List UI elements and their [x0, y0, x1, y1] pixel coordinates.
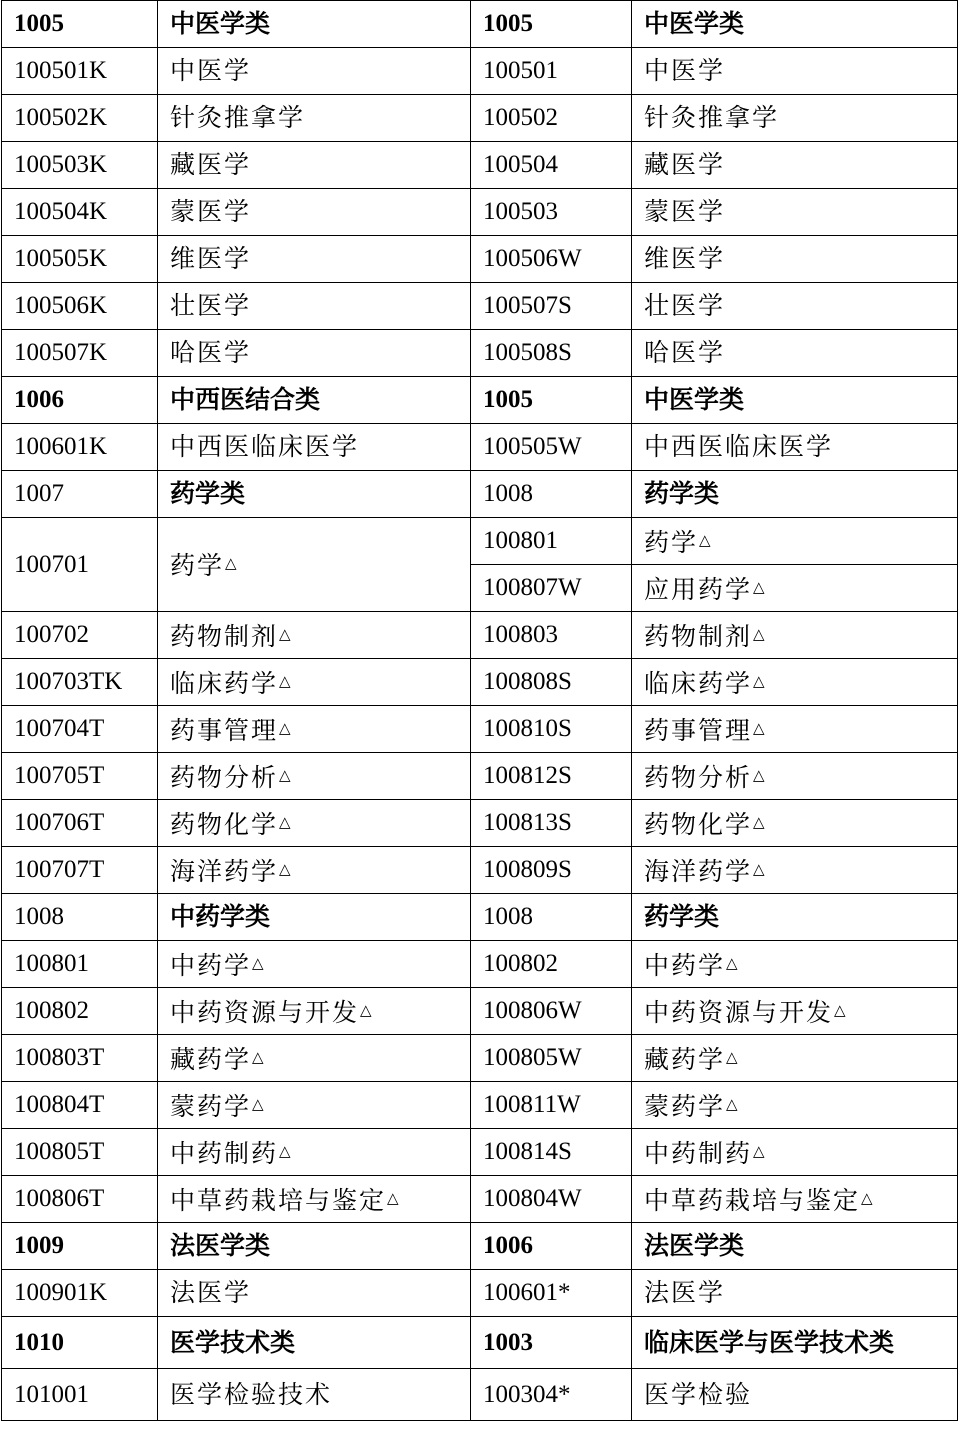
major-code-cell [2, 1129, 158, 1176]
table-row [2, 659, 958, 706]
major-name-cell [632, 941, 958, 988]
major-code: 1008 [14, 903, 64, 930]
triangle-mark: △ [279, 859, 291, 878]
major-code-cell [471, 612, 632, 659]
major-name: 中西医结合类 [170, 385, 321, 414]
major-code-cell [2, 988, 158, 1035]
major-code-cell [2, 800, 158, 847]
major-name: 中医学 [644, 56, 726, 85]
major-code: 100502K [14, 104, 108, 131]
major-name: 中药资源与开发 [170, 997, 360, 1027]
major-code-cell [2, 1223, 158, 1270]
major-name: 中西医临床医学 [170, 432, 360, 461]
major-code-cell [2, 424, 158, 471]
triangle-mark: △ [726, 953, 738, 972]
major-code: 100702 [14, 621, 89, 648]
major-name-cell [632, 1223, 958, 1270]
triangle-mark: △ [753, 671, 765, 690]
major-name: 中药学 [644, 950, 726, 980]
major-code: 100805W [483, 1044, 582, 1071]
major-code-cell [2, 1176, 158, 1223]
major-name: 药事管理 [170, 715, 279, 745]
triangle-mark: △ [726, 1094, 738, 1113]
table-row [2, 1270, 958, 1317]
major-name-cell [632, 377, 958, 424]
major-code: 100803 [483, 621, 558, 648]
table-row [2, 800, 958, 847]
major-code: 1003 [483, 1328, 533, 1356]
major-name-cell [158, 706, 471, 753]
table-body [2, 1, 958, 1421]
major-code-cell [2, 283, 158, 330]
triangle-mark: △ [279, 1141, 291, 1160]
major-code-cell [2, 894, 158, 941]
major-code-cell [471, 1, 632, 48]
major-name-cell [632, 1369, 958, 1421]
table-row [2, 95, 958, 142]
major-code-cell [471, 565, 632, 612]
major-code: 100701 [14, 550, 89, 578]
major-name: 应用药学 [644, 574, 753, 604]
major-code-cell [471, 659, 632, 706]
major-code: 100802 [483, 950, 558, 977]
major-name: 药物分析 [170, 762, 279, 792]
major-name: 医学检验技术 [170, 1379, 333, 1409]
major-name: 中医学类 [170, 9, 271, 38]
major-code-cell [471, 1317, 632, 1369]
major-code-cell [2, 330, 158, 377]
triangle-mark: △ [225, 554, 237, 572]
table-row [2, 1317, 958, 1369]
triangle-mark: △ [753, 624, 765, 643]
table-row [2, 1, 958, 48]
triangle-mark: △ [753, 765, 765, 784]
major-name: 哈医学 [644, 338, 726, 367]
major-name-cell [158, 894, 471, 941]
major-code: 100804T [14, 1091, 105, 1118]
triangle-mark: △ [861, 1188, 873, 1207]
table-row [2, 1176, 958, 1223]
major-code: 1008 [483, 480, 533, 507]
major-code: 100501 [483, 57, 558, 84]
table-row [2, 1129, 958, 1176]
major-code-cell [471, 1270, 632, 1317]
major-name-cell [632, 659, 958, 706]
major-code-cell [471, 847, 632, 894]
major-name-cell [158, 283, 471, 330]
major-code: 100601K [14, 433, 108, 460]
major-name: 针灸推拿学 [170, 103, 306, 132]
major-code: 1006 [14, 386, 64, 413]
major-name-cell [632, 330, 958, 377]
major-name: 维医学 [170, 244, 252, 273]
major-name: 临床药学 [644, 668, 753, 698]
major-name-cell [632, 800, 958, 847]
table-row [2, 1369, 958, 1421]
major-name: 蒙医学 [644, 197, 726, 226]
major-code-cell [471, 1369, 632, 1421]
major-name: 中药制药 [170, 1138, 279, 1168]
table-row [2, 236, 958, 283]
table-row [2, 612, 958, 659]
triangle-mark: △ [252, 1047, 264, 1066]
major-name: 海洋药学 [644, 856, 753, 886]
major-name-cell [632, 424, 958, 471]
major-name-cell [158, 941, 471, 988]
major-code-cell [471, 236, 632, 283]
major-code-cell [2, 847, 158, 894]
major-name: 药物化学 [644, 809, 753, 839]
major-name-cell [158, 612, 471, 659]
major-name-cell [632, 1176, 958, 1223]
major-code: 100810S [483, 715, 572, 742]
major-name: 中医学 [170, 56, 252, 85]
major-code-cell [471, 189, 632, 236]
major-code: 100807W [483, 574, 582, 601]
major-code: 100705T [14, 762, 105, 789]
major-code: 100507S [483, 292, 572, 319]
major-name: 医学技术类 [170, 1327, 296, 1357]
major-name-cell [158, 1223, 471, 1270]
table-row [2, 988, 958, 1035]
major-name-cell [158, 189, 471, 236]
major-code-cell [2, 1270, 158, 1317]
major-code-cell [471, 1223, 632, 1270]
major-code: 100503K [14, 151, 108, 178]
major-code: 1006 [483, 1232, 533, 1259]
major-name: 中药资源与开发 [644, 997, 834, 1027]
major-name-cell [632, 1, 958, 48]
major-code: 100813S [483, 809, 572, 836]
table-row [2, 894, 958, 941]
major-name-cell [158, 330, 471, 377]
major-code-cell [2, 706, 158, 753]
major-name-cell [632, 48, 958, 95]
major-code: 100601* [483, 1279, 571, 1306]
major-code-cell [2, 95, 158, 142]
table-row [2, 847, 958, 894]
table-row [2, 424, 958, 471]
major-name: 药学类 [644, 902, 720, 931]
major-name-cell [158, 1270, 471, 1317]
major-name: 药学 [644, 527, 699, 557]
major-name-cell [632, 988, 958, 1035]
major-code: 101001 [14, 1380, 89, 1408]
major-code: 100802 [14, 997, 89, 1024]
major-code: 100504 [483, 151, 558, 178]
major-name-cell [158, 1082, 471, 1129]
major-name-cell [632, 612, 958, 659]
major-name: 壮医学 [170, 291, 252, 320]
major-name: 法医学类 [644, 1231, 745, 1260]
major-name: 医学检验 [644, 1379, 753, 1409]
major-name: 中医学类 [644, 385, 745, 414]
major-name: 藏药学 [644, 1044, 726, 1074]
major-name: 法医学 [170, 1278, 252, 1307]
major-name-cell [158, 95, 471, 142]
major-name-cell [158, 1317, 471, 1369]
major-name-cell [632, 283, 958, 330]
triangle-mark: △ [753, 859, 765, 878]
table-row [2, 518, 958, 565]
major-name: 中药学 [170, 950, 252, 980]
major-name: 海洋药学 [170, 856, 279, 886]
triangle-mark: △ [726, 1047, 738, 1066]
major-code: 100304* [483, 1380, 571, 1408]
major-code: 100707T [14, 856, 105, 883]
major-code: 100805T [14, 1138, 105, 1165]
major-code-cell [471, 142, 632, 189]
major-code-cell [471, 1035, 632, 1082]
table-row [2, 48, 958, 95]
major-code-cell [2, 471, 158, 518]
major-name: 中草药栽培与鉴定 [170, 1185, 387, 1215]
major-name-cell [158, 988, 471, 1035]
major-name-cell [158, 753, 471, 800]
major-code-cell [471, 48, 632, 95]
triangle-mark: △ [699, 530, 711, 549]
major-name: 中草药栽培与鉴定 [644, 1185, 861, 1215]
major-name-cell [158, 1369, 471, 1421]
major-code: 100806T [14, 1185, 105, 1212]
table-row [2, 1223, 958, 1270]
major-code: 100801 [483, 527, 558, 554]
table-row [2, 330, 958, 377]
major-code: 100505W [483, 433, 582, 460]
major-code: 100812S [483, 762, 572, 789]
major-code-cell [2, 189, 158, 236]
major-code-cell [2, 1035, 158, 1082]
major-code-cell [471, 706, 632, 753]
major-name-cell [158, 800, 471, 847]
major-name-cell [632, 189, 958, 236]
major-name-cell [158, 142, 471, 189]
major-name-cell [158, 377, 471, 424]
major-code: 100804W [483, 1185, 582, 1212]
major-code-cell [2, 1369, 158, 1421]
triangle-mark: △ [360, 1000, 372, 1019]
major-code-cell [2, 1, 158, 48]
major-code-cell [471, 1129, 632, 1176]
major-code: 100808S [483, 668, 572, 695]
major-name: 临床医学与医学技术类 [644, 1327, 895, 1357]
major-code-cell [2, 48, 158, 95]
table-row [2, 471, 958, 518]
major-name-cell [632, 894, 958, 941]
major-code-cell [471, 518, 632, 565]
major-code-cell [2, 612, 158, 659]
major-name-cell [632, 1129, 958, 1176]
major-name: 哈医学 [170, 338, 252, 367]
major-code: 100809S [483, 856, 572, 883]
major-code-cell [471, 894, 632, 941]
major-name-cell [632, 95, 958, 142]
major-code: 100503 [483, 198, 558, 225]
table-row [2, 377, 958, 424]
major-code: 1005 [483, 10, 533, 37]
major-name: 中药学类 [170, 902, 271, 931]
major-code-cell [471, 1176, 632, 1223]
major-name-cell [158, 424, 471, 471]
triangle-mark: △ [252, 953, 264, 972]
major-name: 药事管理 [644, 715, 753, 745]
major-name-cell [158, 48, 471, 95]
major-name-cell [632, 1317, 958, 1369]
major-code: 100508S [483, 339, 572, 366]
triangle-mark: △ [279, 765, 291, 784]
major-name: 壮医学 [644, 291, 726, 320]
triangle-mark: △ [387, 1188, 399, 1207]
major-name: 蒙药学 [644, 1091, 726, 1121]
major-code-cell [471, 988, 632, 1035]
major-name-cell [632, 847, 958, 894]
major-code: 100901K [14, 1279, 108, 1306]
major-code-cell [2, 659, 158, 706]
major-name: 藏药学 [170, 1044, 252, 1074]
major-code: 100502 [483, 104, 558, 131]
major-name: 中药制药 [644, 1138, 753, 1168]
major-code: 100806W [483, 997, 582, 1024]
table-row [2, 941, 958, 988]
triangle-mark: △ [753, 718, 765, 737]
major-name: 藏医学 [170, 150, 252, 179]
major-name: 药学类 [644, 479, 720, 508]
major-code-cell [471, 941, 632, 988]
major-name: 维医学 [644, 244, 726, 273]
triangle-mark: △ [279, 624, 291, 643]
major-code-cell [471, 330, 632, 377]
table-row [2, 142, 958, 189]
table-row [2, 706, 958, 753]
major-name-cell [158, 847, 471, 894]
major-code-cell [2, 941, 158, 988]
major-name-cell [632, 565, 958, 612]
major-comparison-table [1, 0, 958, 1421]
major-code: 100801 [14, 950, 89, 977]
major-code-cell [471, 1082, 632, 1129]
major-name: 药物制剂 [644, 621, 753, 651]
major-code: 100803T [14, 1044, 105, 1071]
major-code-cell [2, 753, 158, 800]
major-code-cell [2, 1082, 158, 1129]
major-code-cell [2, 377, 158, 424]
major-name-cell [632, 1082, 958, 1129]
major-code-cell [471, 800, 632, 847]
triangle-mark: △ [834, 1000, 846, 1019]
major-code-cell [2, 236, 158, 283]
major-code-cell [2, 142, 158, 189]
major-code-cell [471, 424, 632, 471]
triangle-mark: △ [279, 812, 291, 831]
major-name: 藏医学 [644, 150, 726, 179]
major-name: 针灸推拿学 [644, 103, 780, 132]
major-name-cell [158, 471, 471, 518]
major-code: 1008 [483, 903, 533, 930]
major-code-cell [2, 1317, 158, 1369]
major-code-cell [471, 95, 632, 142]
major-name-cell [632, 1035, 958, 1082]
table-row [2, 1035, 958, 1082]
major-name-cell [632, 1270, 958, 1317]
table-row [2, 753, 958, 800]
major-name: 蒙医学 [170, 197, 252, 226]
major-name: 药学 [170, 551, 225, 580]
major-name-cell [158, 1035, 471, 1082]
major-code-cell [471, 283, 632, 330]
major-code-cell [471, 377, 632, 424]
major-name-cell [632, 706, 958, 753]
major-code: 100703TK [14, 668, 123, 695]
table-row [2, 189, 958, 236]
major-code: 100506K [14, 292, 108, 319]
major-code: 1005 [14, 10, 64, 37]
major-code: 1007 [14, 480, 64, 507]
triangle-mark: △ [753, 1141, 765, 1160]
major-name: 药物制剂 [170, 621, 279, 651]
triangle-mark: △ [279, 671, 291, 690]
major-code-cell [471, 471, 632, 518]
major-name: 中西医临床医学 [644, 432, 834, 461]
major-code: 1009 [14, 1232, 64, 1259]
triangle-mark: △ [753, 577, 765, 596]
table-row [2, 283, 958, 330]
major-code: 100507K [14, 339, 108, 366]
major-name: 法医学 [644, 1278, 726, 1307]
major-name-cell [632, 142, 958, 189]
major-name: 药物分析 [644, 762, 753, 792]
major-code: 100706T [14, 809, 105, 836]
major-code: 100506W [483, 245, 582, 272]
major-name: 中医学类 [644, 9, 745, 38]
major-name-cell [158, 518, 471, 612]
triangle-mark: △ [753, 812, 765, 831]
major-name-cell [158, 1176, 471, 1223]
major-name-cell [158, 1, 471, 48]
triangle-mark: △ [252, 1094, 264, 1113]
major-name-cell [632, 753, 958, 800]
major-code: 100505K [14, 245, 108, 272]
major-name-cell [158, 659, 471, 706]
major-name-cell [632, 518, 958, 565]
major-code: 100704T [14, 715, 105, 742]
major-name: 临床药学 [170, 668, 279, 698]
major-code-cell [2, 518, 158, 612]
table-row [2, 1082, 958, 1129]
major-name-cell [158, 1129, 471, 1176]
major-code: 100814S [483, 1138, 572, 1165]
major-code: 1010 [14, 1328, 64, 1356]
major-code: 100501K [14, 57, 108, 84]
triangle-mark: △ [279, 718, 291, 737]
major-name-cell [158, 236, 471, 283]
major-name: 蒙药学 [170, 1091, 252, 1121]
major-name-cell [632, 471, 958, 518]
major-name: 药物化学 [170, 809, 279, 839]
major-code: 1005 [483, 386, 533, 413]
major-name-cell [632, 236, 958, 283]
major-code-cell [471, 753, 632, 800]
major-code: 100504K [14, 198, 108, 225]
major-name: 法医学类 [170, 1231, 271, 1260]
major-code: 100811W [483, 1091, 581, 1118]
major-name: 药学类 [170, 479, 246, 508]
